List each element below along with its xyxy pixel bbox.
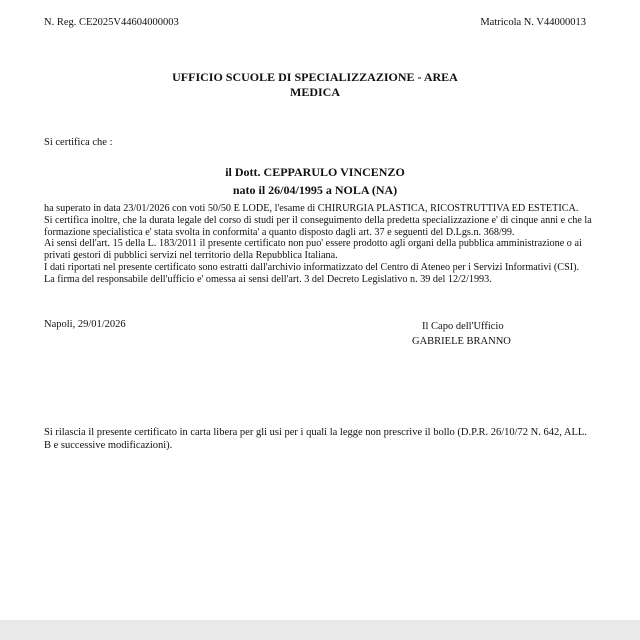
bollo-note: Si rilascia il presente certificato in carta libera per gli usi per i quali la legge non prescrive il bollo (D.P.R. 26/10/72 N. 642, ALL. B e successive modificazioni). xyxy=(44,427,587,451)
certificate-body xyxy=(44,203,596,286)
body-paragraph-exam: ha superato in data 23/01/2026 con voti 50/50 E LODE, l'esame di CHIRURGIA PLASTICA, RICOSTRUTTIVA ED ESTETICA. xyxy=(44,203,579,214)
body-paragraph-data-source: I dati riportati nel presente certificato sono estratti dall'archivio informatizzato del Centro di Ateneo per i Servizi Informativi (CSI). xyxy=(44,261,580,273)
person-birth: nato il 26/04/1995 a NOLA (NA) xyxy=(232,183,398,197)
body-paragraph-signature: La firma del responsabile dell'ufficio e' omessa ai sensi dell'art. 3 del Decreto Legislativo n. 39 del 12/2/1993. xyxy=(44,273,492,285)
signer-name: GABRIELE BRANNO xyxy=(412,336,511,347)
office-title-line-2: MEDICA xyxy=(290,85,340,99)
signer-role: Il Capo dell'Ufficio xyxy=(422,321,504,332)
matricola-number: Matricola N. V44000013 xyxy=(480,17,586,28)
certifies-label: Si certifica che : xyxy=(44,137,113,148)
body-paragraph-law: Ai sensi dell'art. 15 della L. 183/2011 il presente certificato non puo' essere prodotto agli organi della pubblica amministrazione o ai privati gestori di pubblici servizi nel territorio della Repubblica Italiana. xyxy=(44,238,582,262)
office-title-line-1: UFFICIO SCUOLE DI SPECIALIZZAZIONE - AREA xyxy=(172,70,458,84)
person-name: il Dott. CEPPARULO VINCENZO xyxy=(225,165,405,179)
place-date: Napoli, 29/01/2026 xyxy=(44,319,126,330)
person-block xyxy=(140,163,490,199)
signer-block xyxy=(412,319,511,349)
office-title xyxy=(140,70,490,100)
registration-number: N. Reg. CE2025V44604000003 xyxy=(44,17,179,28)
body-paragraph-duration: Si certifica inoltre, che la durata legale del corso di studi per il conseguimento della predetta specializzazione e' di cinque anni e che la formazione specialistica e' stata svolta in conformita' a quanto disposto dagli art. 37 e seguenti del D.Lgs.n. 368/99. xyxy=(44,214,592,238)
